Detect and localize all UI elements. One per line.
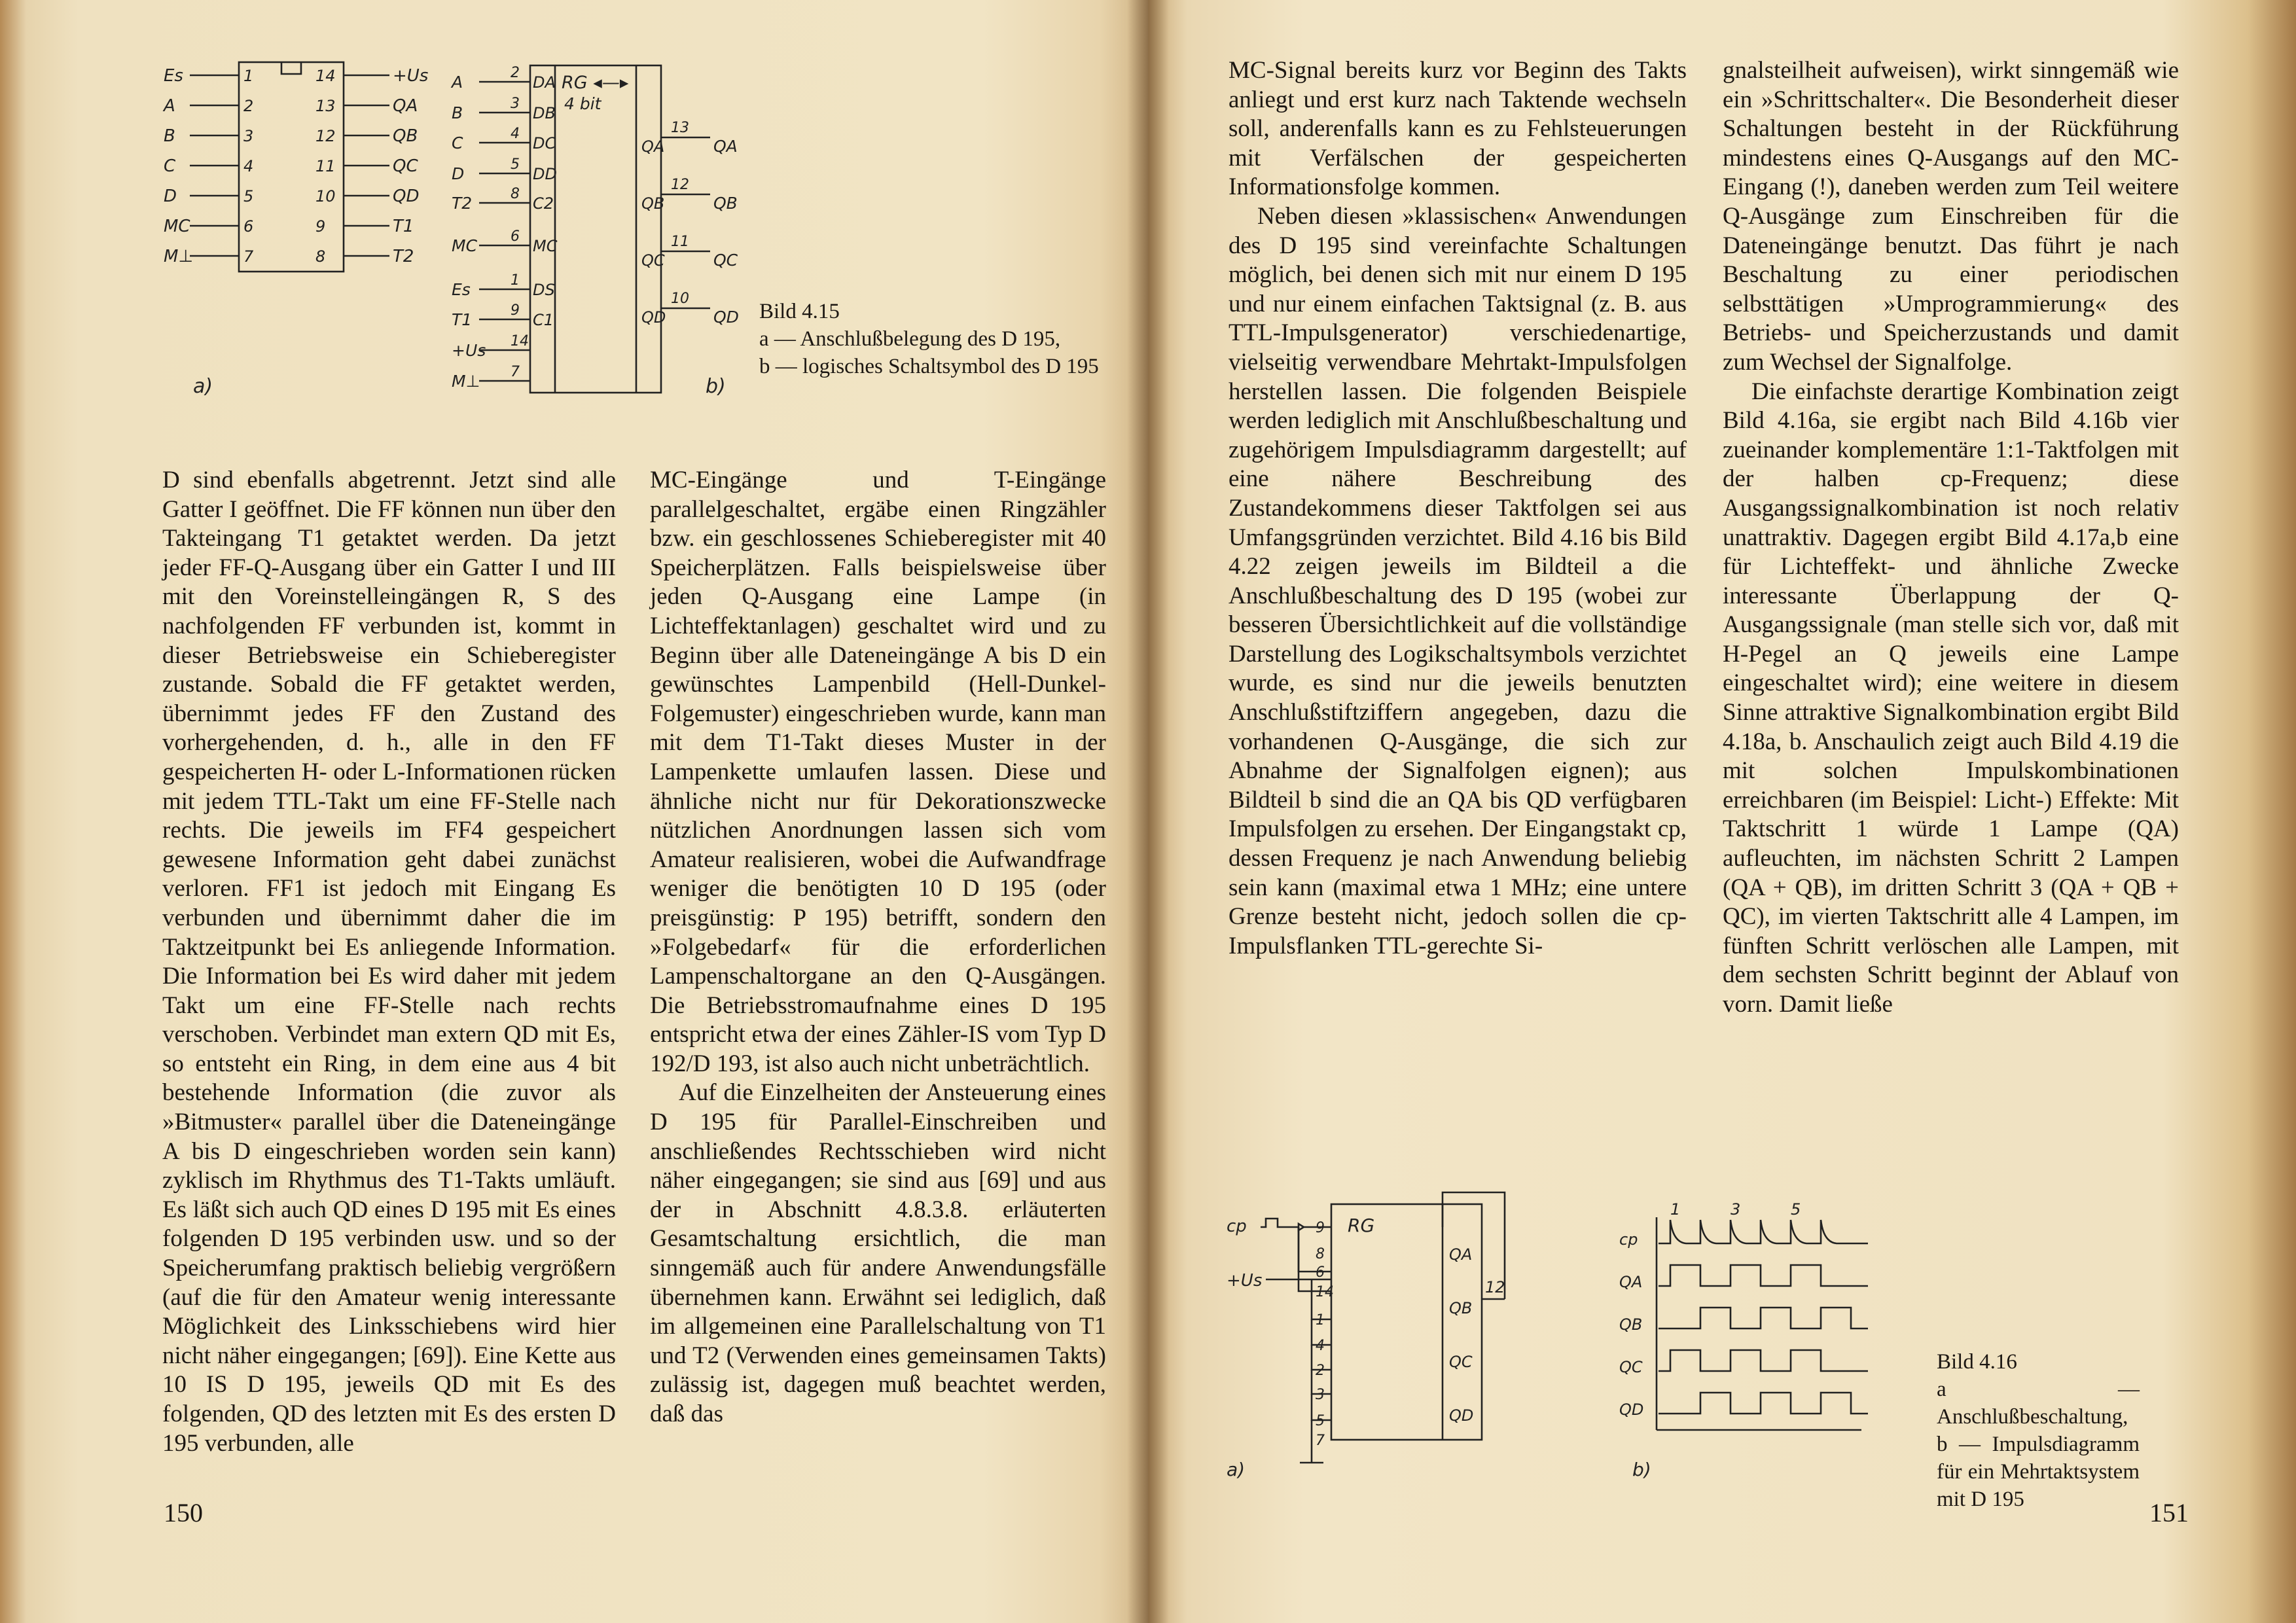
timing-waveform: [1659, 1393, 1868, 1414]
circuit-pin-label: 14: [1316, 1284, 1334, 1300]
output-pin-label: 13: [671, 120, 689, 136]
figure-4-15b-label: b): [706, 375, 726, 398]
input-pin-label: 4: [511, 126, 520, 142]
output-name-label: QD: [713, 308, 739, 327]
pin-number-label: 13: [315, 97, 336, 115]
pin-name-label: MC: [164, 217, 190, 236]
input-name-label: Es: [452, 280, 471, 299]
input-name-label: M⊥: [452, 372, 480, 391]
input-name-label: MC: [452, 236, 478, 255]
register-block-label: RG: [1348, 1215, 1375, 1236]
pin-name-label: C: [164, 156, 176, 176]
input-pin-label: 9: [511, 302, 520, 319]
figure-4-15a-label: a): [193, 375, 213, 398]
circuit-pin-label: 4: [1316, 1338, 1325, 1354]
pin-name-label: +Us: [393, 66, 429, 86]
timing-waveform: [1659, 1220, 1868, 1243]
input-name-label: D: [452, 164, 465, 183]
circuit-output-label: QA: [1449, 1245, 1473, 1264]
ic-notch: [281, 62, 301, 74]
pin-number-label: 3: [243, 127, 254, 145]
input-function-label: DD: [533, 165, 557, 183]
circuit-output-label: QD: [1449, 1406, 1474, 1425]
timing-step-label: 3: [1731, 1200, 1741, 1219]
figure-4-16b-timing: [1619, 1200, 1894, 1486]
page-number: 151: [2149, 1498, 2189, 1527]
left-column-2: [650, 466, 1106, 1429]
paragraph: Neben diesen »klassischen« Anwendungen des D 195 sind vereinfachte Schaltungen möglich, bei denen sich mit nur einem D 195 und nur einem einfachen Taktsignal (z. B. aus TTL-Impulsgenerator) verschiedenartige, vielseitig verwendbare Mehrtakt-Impulsfolgen herstellen lassen. Die folgenden Beispiele werden lediglich mit Anschlußbeschaltung und zugehörigem Impulsdiagramm dargestellt; auf eine nähere Beschreibung des Zustandekommens dieser Taktfolgen sei aus Umfangsgründen verzichtet. Bild 4.16 bis Bild 4.22 zeigen jeweils im Bildteil a die Anschlußbeschaltung des D 195 (wobei zur besseren Übersichtlichkeit auf die vollständige Darstellung des Logikschaltsymbols verzichtet wurde, es sind nur die jeweils benutzten Anschlußstiftziffern angegeben, dazu die vorhandenen Q-Ausgänge, die sich zur Abnahme der Signalfolgen eignen); aus Bildteil b sind die an QA bis QD verfügbaren Impulsfolgen zu ersehen. Der Eingangstakt cp, dessen Frequenz je nach Anwendung beliebig sein kann (maximal etwa 1 MHz; eine untere Grenze besteht nicht, jedoch sollen die cp-Impulsflanken TTL-gerechte Si-: [1229, 202, 1687, 959]
pin-number-label: 10: [315, 187, 336, 205]
input-name-label: T1: [452, 310, 473, 329]
pin-number-label: 12: [315, 127, 336, 145]
circuit-output-label: QC: [1449, 1353, 1473, 1371]
timing-signal-label: cp: [1619, 1230, 1638, 1249]
input-pin-label: 8: [511, 186, 520, 202]
input-function-label: C2: [533, 194, 554, 213]
input-function-label: C1: [533, 311, 554, 329]
output-pin-label: 12: [671, 177, 689, 193]
right-page: [1148, 0, 2296, 1623]
output-function-label: QA: [641, 137, 665, 156]
figure-4-15-caption: [759, 298, 1113, 380]
caption-line-a: a — Anschlußbelegung des D 195,: [759, 327, 1061, 351]
figure-4-15a-pinout: [164, 62, 439, 409]
input-function-label: DA: [533, 73, 556, 92]
pin-name-label: QA: [393, 96, 418, 116]
symbol-title: RG ◂—▸: [562, 73, 629, 93]
timing-step-label: 1: [1670, 1200, 1681, 1219]
output-function-label: QC: [641, 251, 665, 270]
input-pin-label: 6: [511, 228, 520, 245]
input-function-label: MC: [533, 237, 558, 255]
caption-line-b: b — logisches Schaltsymbol des D 195: [759, 355, 1099, 378]
pin-name-label: A: [164, 96, 175, 116]
cp-input-label: cp: [1227, 1217, 1247, 1236]
paragraph: Auf die Einzelheiten der Ansteuerung eines D 195 für Parallel-Einschreiben und anschließendes Rechtsschieben wird nicht näher eingegangen; sie sind aus [69] und aus der in Abschnitt 4.8.3.8. erläuterten Gesamtschaltung ersichtlich, die man sinngemäß auch für andere Anwendungsfälle übernehmen kann. Erwähnt sei lediglich, daß im allgemeinen eine Parallelschaltung von T1 und T2 (Verwenden eines gemeinsamen Takts) zulässig ist, dagegen muß beachtet werden, daß das: [650, 1079, 1106, 1427]
output-name-label: QC: [713, 251, 738, 270]
output-function-label: QD: [641, 308, 666, 327]
circuit-pin-label: 1: [1316, 1312, 1325, 1329]
input-name-label: B: [452, 103, 463, 122]
pin-name-label: T2: [393, 247, 414, 266]
input-pin-label: 1: [511, 272, 520, 289]
circuit-pin-label: 6: [1316, 1264, 1325, 1281]
caption-title: Bild 4.15: [759, 300, 840, 323]
pin-name-label: B: [164, 126, 175, 146]
input-function-label: DS: [533, 281, 555, 299]
output-name-label: QB: [713, 194, 738, 213]
page-number: 150: [164, 1498, 203, 1527]
input-pin-label: 14: [511, 333, 529, 349]
pin-number-label: 5: [243, 187, 254, 205]
circuit-pin-label: 3: [1316, 1387, 1325, 1403]
timing-waveform: [1659, 1308, 1868, 1329]
symbol-subtitle: 4 bit: [564, 94, 601, 113]
paragraph: MC-Eingänge und T-Eingänge parallelgeschaltet, ergäbe einen Ringzähler bzw. ein geschlossenes Schieberegister mit 40 Speicherplätzen. Falls beispielsweise über jeden Q-Ausgang eine Lampe (in Lichteffektanlagen) geschaltet wird und zu Beginn über alle Dateneingänge A bis D ein gewünschtes Lampenbild (Hell-Dunkel-Folgemuster) eingeschrieben wurde, kann man mit dem T1-Takt dieses Muster in der Lampenkette umlaufen lassen. Diese und ähnliche nicht nur für Dekorationszwecke nützlichen Anordnungen lassen sich vom Amateur realisieren, wobei die Aufwandfrage weniger die benötigten 10 D 195 (oder preisgünstig: P 195) betrifft, sondern den »Folgebedarf« für die erforderlichen Lampenschaltorgane an den Q-Ausgängen. Die Betriebsstromaufnahme eines D 195 entspricht etwa der eines Zähler-IS vom Typ D 192/D 193, ist also auch nicht unbeträchtlich.: [650, 467, 1106, 1077]
pin-number-label: 8: [315, 247, 326, 266]
paragraph: gnalsteilheit aufweisen), wirkt sinngemäß wie ein »Schrittschalter«. Die Besonderheit dieser Schaltungen besteht in der Rückführung mindestens eines Q-Ausgangs auf den MC-Eingang (!), daneben werden zum Teil weitere Q-Ausgänge zum Einschreiben für die Dateneingänge benutzt. Das führt je nach Beschaltung zu einer periodischen selbsttätigen »Umprogrammierung« des Betriebs- und Speicherzustands und damit zum Wechsel der Signalfolge.: [1723, 57, 2179, 376]
supply-label: +Us: [1227, 1271, 1263, 1291]
figure-4-15b-symbol: [452, 62, 753, 409]
pin-name-label: M⊥: [164, 247, 194, 266]
circuit-output-label: QB: [1449, 1299, 1473, 1317]
pin-name-label: D: [164, 187, 177, 206]
input-name-label: A: [452, 73, 463, 92]
pin-name-label: QD: [393, 187, 420, 206]
input-function-label: DB: [533, 104, 556, 122]
left-column-1: [162, 466, 616, 1458]
output-pin-label: 11: [671, 234, 689, 250]
right-column-2: [1723, 56, 2179, 1020]
circuit-pin-label: 8: [1316, 1246, 1325, 1262]
timing-waveform: [1659, 1350, 1868, 1371]
right-column-1: [1229, 56, 1687, 961]
input-pin-label: 5: [511, 156, 520, 173]
feedback-pin-label: 12: [1485, 1278, 1505, 1296]
pin-number-label: 4: [243, 157, 254, 175]
input-pin-label: 7: [511, 364, 520, 380]
paragraph: Die einfachste derartige Kombination zeigt Bild 4.16a, sie ergibt nach Bild 4.16b vier zueinander komplementäre 1:1-Taktfolgen mit der halben cp-Frequenz; diese Ausgangssignalkombination ist noch relativ unattraktiv. Dagegen ergibt Bild 4.17a,b eine für Lichteffekt- und ähnliche Zwecke interessante Überlappung der Q-Ausgangssignale (man stelle sich vor, daß mit H-Pegel an Q jeweils eine Lampe eingeschaltet wird); eine weitere in diesem Sinne attraktive Signalkombination ergibt Bild 4.18a, b. Anschaulich zeigt auch Bild 4.19 die mit solchen Impulskombinationen erreichbaren (im Beispiel: Licht-) Effekte: Mit Taktschritt 1 würde 1 Lampe (QA) aufleuchten, im nächsten Schritt 2 Lampen (QA + QB), im dritten Schritt 3 (QA + QB + QC), im vierten Taktschritt alle 4 Lampen, im fünften Schritt verlöschen alle Lampen, mit dem sechsten Schritt beginnt der Ablauf von vorn. Damit ließe: [1723, 378, 2179, 1018]
input-name-label: +Us: [452, 341, 486, 360]
book-gutter: [1127, 0, 1169, 1623]
circuit-pin-label: 2: [1316, 1363, 1325, 1379]
timing-step-label: 5: [1791, 1200, 1801, 1219]
pin-name-label: QB: [393, 126, 418, 146]
pin-name-label: T1: [393, 217, 414, 236]
caption-text: a — Anschlußbeschaltung, b — Impulsdiagramm für ein Mehrtaktsystem mit D 195: [1937, 1378, 2140, 1511]
pin-number-label: 6: [243, 217, 254, 236]
timing-signal-label: QC: [1619, 1358, 1643, 1376]
input-name-label: C: [452, 134, 463, 152]
pin-number-label: 7: [243, 247, 254, 266]
timing-signal-label: QB: [1619, 1315, 1643, 1334]
circuit-pin-label: 5: [1316, 1413, 1325, 1429]
timing-signal-label: QA: [1619, 1273, 1643, 1291]
circuit-pin-label: 7: [1316, 1433, 1325, 1449]
pin-number-label: 2: [243, 97, 254, 115]
paragraph: MC-Signal bereits kurz vor Beginn des Takts anliegt und erst kurz nach Taktende wechseln soll, anderenfalls kann es zu Fehlsteuerungen mit Verfälschen der gespeicherten Informationsfolge kommen.: [1229, 57, 1687, 201]
output-function-label: QB: [641, 194, 665, 213]
figure-4-16a-circuit: [1227, 1204, 1593, 1486]
pin-number-label: 9: [315, 217, 326, 236]
input-name-label: T2: [452, 194, 473, 213]
pin-name-label: Es: [164, 66, 183, 86]
output-pin-label: 10: [671, 291, 689, 307]
pin-number-label: 11: [315, 157, 336, 175]
input-pin-label: 2: [511, 65, 520, 81]
input-pin-label: 3: [511, 96, 520, 112]
timing-waveform: [1659, 1265, 1868, 1286]
timing-signal-label: QD: [1619, 1400, 1644, 1419]
register-block: [1331, 1204, 1482, 1440]
circuit-pin-label: 9: [1316, 1220, 1325, 1236]
caption-title: Bild 4.16: [1937, 1350, 2017, 1374]
pin-name-label: QC: [393, 156, 418, 176]
pin-number-label: 14: [315, 67, 336, 85]
figure-4-16b-label: b): [1632, 1459, 1651, 1480]
input-function-label: DC: [533, 134, 556, 152]
output-name-label: QA: [713, 137, 738, 156]
figure-4-16a-label: a): [1227, 1459, 1246, 1480]
pin-number-label: 1: [243, 67, 254, 85]
paragraph: D sind ebenfalls abgetrennt. Jetzt sind alle Gatter I geöffnet. Die FF können nun über den Takteingang T1 getaktet werden. Da jetzt jeder FF-Q-Ausgang über ein Gatter I und III mit den Voreinstelleingängen R, S des nachfolgenden FF verbunden ist, kommt in dieser Betriebsweise ein Schieberegister zustande. Sobald die FF getaktet werden, übernimmt jedes FF den Zustand des vorhergehenden, d. h., alle in den FF gespeicherten H- oder L-Informationen rücken mit jedem TTL-Takt um eine FF-Stelle nach rechts. Die jeweils im FF4 gespeichert gewesene Information geht dabei zunächst verloren. FF1 ist jedoch mit Eingang Es verbunden und übernimmt daher die im Taktzeitpunkt bei Es anliegende Information. Die Information bei Es wird daher mit jedem Takt um eine FF-Stelle nach rechts verschoben. Verbindet man extern QD mit Es, so entsteht ein Ring, in dem eine aus 4 bit bestehende Information (die zuvor als »Bitmuster« parallel über die Dateneingänge A bis D eingeschrieben worden sein kann) zyklisch im Rhythmus des T1-Takts umläuft. Es läßt sich auch QD eines D 195 mit Es eines folgenden D 195 verbinden usw. und so der Speicherumfang praktisch beliebig vergrößern (auf die für den Amateur wenig interessante Möglichkeit des Linksschiebens wird hier nicht näher eingegangen; [69]). Eine Kette aus 10 IS D 195, jeweils QD mit Es des folgenden, QD des letzten mit Es des ersten D 195 verbunden, alle: [162, 467, 616, 1457]
figure-4-16-caption: [1937, 1348, 2140, 1513]
